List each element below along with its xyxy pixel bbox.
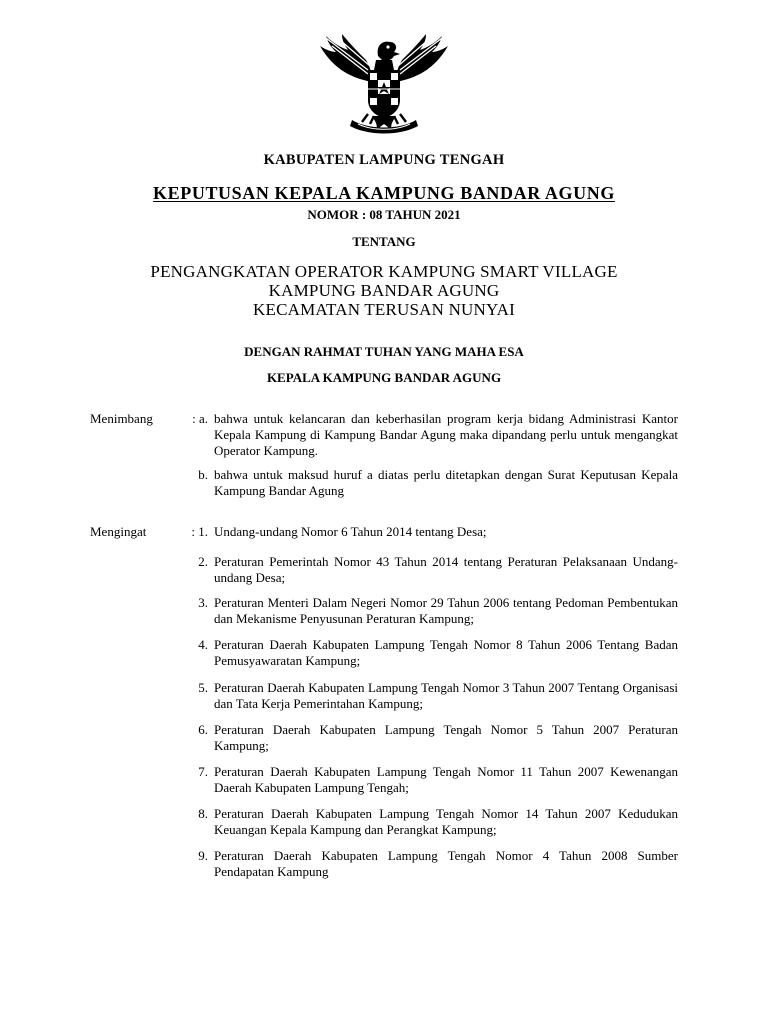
grace-phrase: DENGAN RAHMAT TUHAN YANG MAHA ESA (244, 344, 524, 359)
subject-line: KECAMATAN TERUSAN NUNYAI (253, 300, 515, 319)
item-text: Peraturan Daerah Kabupaten Lampung Tengah Nomor 5 Tahun 2007 Peraturan Kampung; (214, 722, 678, 753)
item-marker: : a. (192, 411, 208, 426)
menimbang-label: Menimbang (90, 411, 153, 426)
garuda-emblem-icon (312, 30, 456, 140)
item-text: bahwa untuk maksud huruf a diatas perlu ditetapkan dengan Surat Keputusan Kepala Kampung Bandar Agung (214, 467, 678, 498)
mengingat-label: Mengingat (90, 524, 147, 539)
item-text: Peraturan Daerah Kabupaten Lampung Tengah Nomor 8 Tahun 2006 Tentang Badan Pemusyawaratan Kampung; (214, 637, 678, 668)
item-text: bahwa untuk kelancaran dan keberhasilan program kerja bidang Administrasi Kantor Kepala Kampung di Kampung Bandar Agung maka dipandang perlu untuk mengangkat Operator Kampung. (214, 411, 678, 458)
item-text: Peraturan Pemerintah Nomor 43 Tahun 2014 tentang Peraturan Pelaksanaan Undang-undang Desa; (214, 554, 678, 585)
item-marker: 3. (198, 595, 208, 610)
head-of-village-title: KEPALA KAMPUNG BANDAR AGUNG (266, 370, 502, 385)
subject-line: KAMPUNG BANDAR AGUNG (268, 281, 500, 300)
item-marker: : 1. (191, 524, 208, 539)
item-marker: 9. (198, 848, 208, 863)
item-marker: 2. (198, 554, 208, 569)
subject-line: PENGANGKATAN OPERATOR KAMPUNG SMART VILLAGE (150, 262, 618, 281)
decree-number: NOMOR : 08 TAHUN 2021 (307, 207, 461, 222)
item-text: Peraturan Daerah Kabupaten Lampung Tengah Nomor 11 Tahun 2007 Kewenangan Daerah Kabupaten Lampung Tengah; (214, 764, 678, 795)
item-marker: 5. (198, 680, 208, 695)
decree-title: KEPUTUSAN KEPALA KAMPUNG BANDAR AGUNG (153, 183, 615, 203)
item-marker: b. (198, 467, 208, 482)
item-text: Peraturan Menteri Dalam Negeri Nomor 29 Tahun 2006 tentang Pedoman Pembentukan dan Mekanisme Penyusunan Peraturan Kampung; (214, 595, 678, 626)
item-marker: 6. (198, 722, 208, 737)
regency-heading: KABUPATEN LAMPUNG TENGAH (263, 152, 505, 168)
item-marker: 7. (198, 764, 208, 779)
about-heading: TENTANG (352, 234, 416, 249)
item-text: Undang-undang Nomor 6 Tahun 2014 tentang Desa; (214, 524, 487, 539)
decree-subject (0, 262, 768, 319)
item-text: Peraturan Daerah Kabupaten Lampung Tengah Nomor 14 Tahun 2007 Kedudukan Keuangan Kepala Kampung dan Perangkat Kampung; (214, 806, 678, 837)
item-text: Peraturan Daerah Kabupaten Lampung Tengah Nomor 4 Tahun 2008 Sumber Pendapatan Kampung (214, 848, 678, 879)
item-text: Peraturan Daerah Kabupaten Lampung Tengah Nomor 3 Tahun 2007 Tentang Organisasi dan Tata Kerja Pemerintahan Kampung; (214, 680, 678, 711)
item-marker: 4. (198, 637, 208, 652)
item-marker: 8. (198, 806, 208, 821)
